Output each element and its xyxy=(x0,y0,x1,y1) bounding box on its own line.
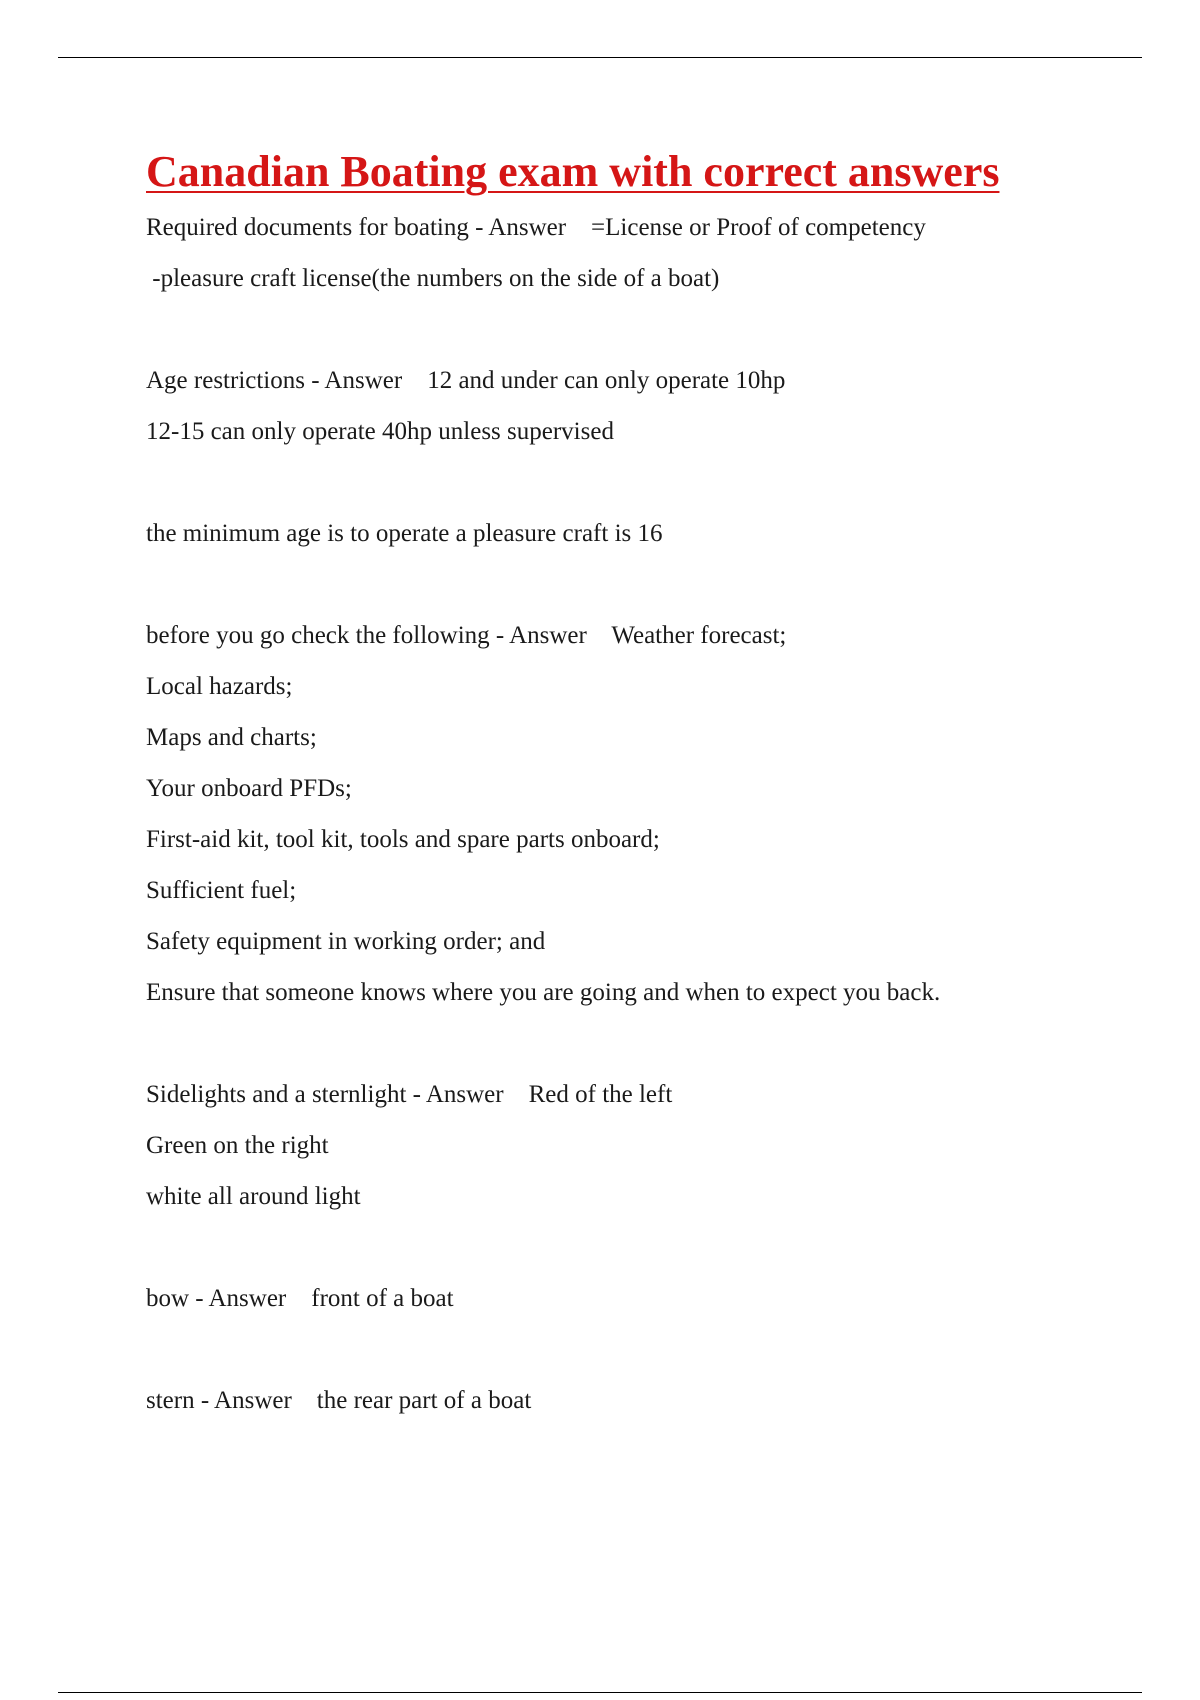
spacer xyxy=(146,457,1106,508)
qa-block-required-documents xyxy=(146,202,1106,304)
qa-line: Local hazards; xyxy=(146,673,293,700)
qa-line: stern - Answer the rear part of a boat xyxy=(146,1387,532,1414)
qa-line: Sidelights and a sternlight - Answer Red of the left xyxy=(146,1081,673,1108)
spacer xyxy=(146,1222,1106,1273)
qa-line: First-aid kit, tool kit, tools and spare parts onboard; xyxy=(146,826,660,853)
qa-line: Required documents for boating - Answer =License or Proof of competency xyxy=(146,214,926,241)
qa-block-lights xyxy=(146,1069,1106,1222)
qa-line: Sufficient fuel; xyxy=(146,877,297,904)
qa-block-minimum-age xyxy=(146,508,1106,559)
document-body xyxy=(146,142,1106,1426)
spacer xyxy=(146,1018,1106,1069)
page-top-rule xyxy=(58,57,1142,58)
qa-block-age-restrictions xyxy=(146,355,1106,457)
qa-line: Your onboard PFDs; xyxy=(146,775,352,802)
qa-block-bow xyxy=(146,1273,1106,1324)
qa-line: bow - Answer front of a boat xyxy=(146,1285,454,1312)
qa-line: Ensure that someone knows where you are going and when to expect you back. xyxy=(146,979,941,1006)
spacer xyxy=(146,559,1106,610)
qa-line: the minimum age is to operate a pleasure craft is 16 xyxy=(146,520,663,547)
qa-line: Safety equipment in working order; and xyxy=(146,928,546,955)
qa-line: before you go check the following - Answer Weather forecast; xyxy=(146,622,787,649)
document-title: Canadian Boating exam with correct answers xyxy=(146,147,1000,196)
qa-block-stern xyxy=(146,1375,1106,1426)
qa-block-before-you-go xyxy=(146,610,1106,1018)
qa-line: Green on the right xyxy=(146,1132,329,1159)
page-bottom-rule xyxy=(58,1692,1142,1693)
qa-line: white all around light xyxy=(146,1183,361,1210)
qa-line: 12-15 can only operate 40hp unless supervised xyxy=(146,418,614,445)
spacer xyxy=(146,304,1106,355)
qa-line: Age restrictions - Answer 12 and under can only operate 10hp xyxy=(146,367,786,394)
spacer xyxy=(146,1324,1106,1375)
qa-line: Maps and charts; xyxy=(146,724,317,751)
qa-line: -pleasure craft license(the numbers on the side of a boat) xyxy=(146,265,720,292)
